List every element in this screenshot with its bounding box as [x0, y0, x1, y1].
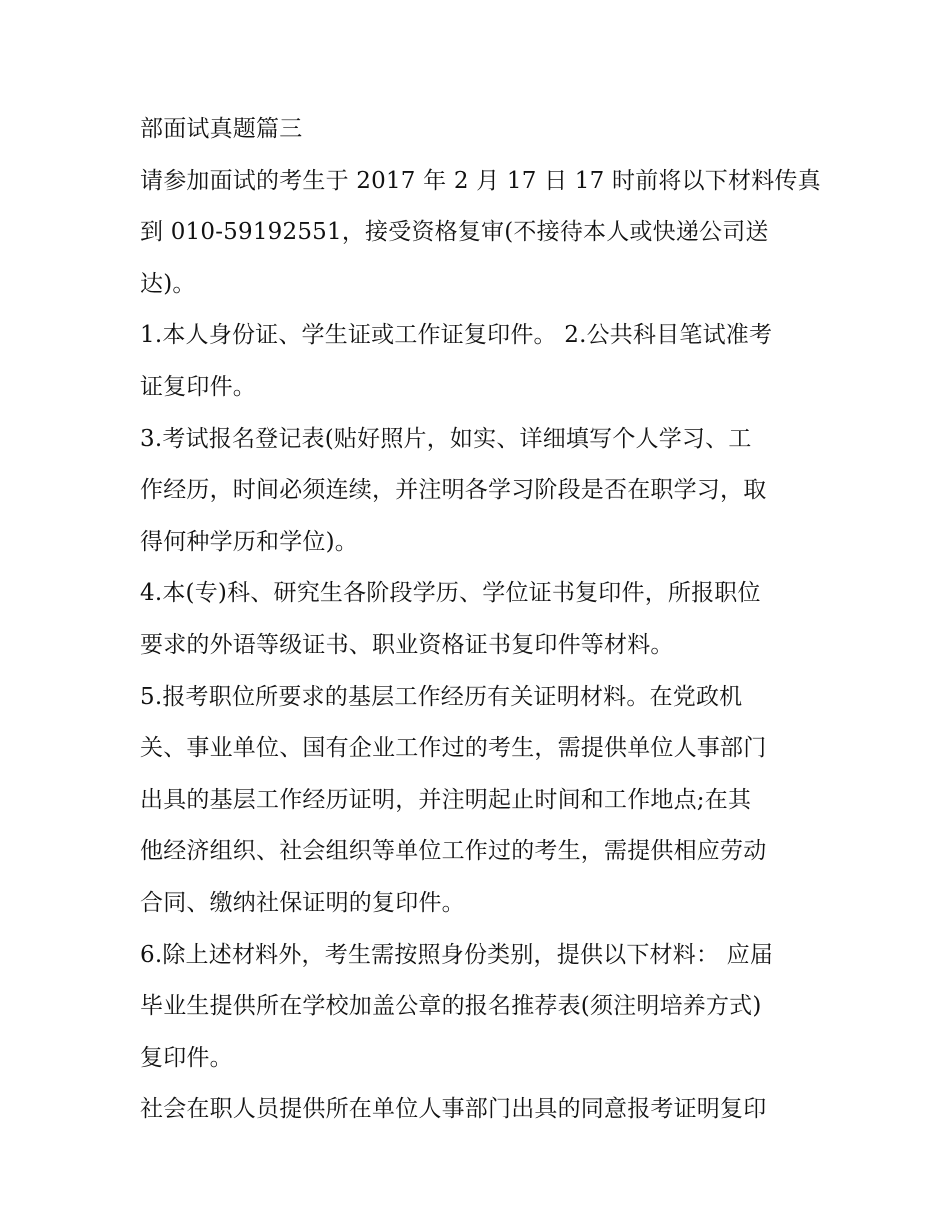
text-line: 请参加面试的考生于 2017 年 2 月 17 日 17 时前将以下材料传真	[140, 167, 821, 194]
text-line: 合同、缴纳社保证明的复印件。	[140, 889, 465, 916]
text-line: 证复印件。	[140, 373, 256, 400]
text-line: 5.报考职位所要求的基层工作经历有关证明材料。在党政机	[140, 683, 743, 710]
text-line: 4.本(专)科、研究生各阶段学历、学位证书复印件，所报职位	[140, 580, 761, 607]
text-line: 复印件。	[140, 1044, 233, 1071]
text-line: 出具的基层工作经历证明，并注明起止时间和工作地点;在其	[140, 786, 752, 813]
text-line: 6.除上述材料外，考生需按照身份类别，提供以下材料： 应届	[140, 941, 774, 968]
text-line: 达)。	[140, 270, 196, 297]
text-line: 作经历，时间必须连续，并注明各学习阶段是否在职学习，取	[140, 477, 767, 504]
text-line: 关、事业单位、国有企业工作过的考生，需提供单位人事部门	[140, 735, 767, 762]
text-line: 社会在职人员提供所在单位人事部门出具的同意报考证明复印	[140, 1096, 767, 1123]
text-line: 要求的外语等级证书、职业资格证书复印件等材料。	[140, 631, 674, 658]
text-line: 毕业生提供所在学校加盖公章的报名推荐表(须注明培养方式)	[140, 993, 762, 1020]
document-body	[140, 108, 820, 1140]
text-line: 3.考试报名登记表(贴好照片，如实、详细填写个人学习、工	[140, 425, 752, 452]
text-line: 1.本人身份证、学生证或工作证复印件。 2.公共科目笔试准考	[140, 322, 773, 349]
text-line: 他经济组织、社会组织等单位工作过的考生，需提供相应劳动	[140, 838, 767, 865]
text-line: 得何种学历和学位)。	[140, 528, 358, 555]
document-title: 部面试真题篇三	[140, 116, 303, 142]
text-line: 到 010-59192551，接受资格复审(不接待本人或快递公司送	[140, 219, 769, 246]
